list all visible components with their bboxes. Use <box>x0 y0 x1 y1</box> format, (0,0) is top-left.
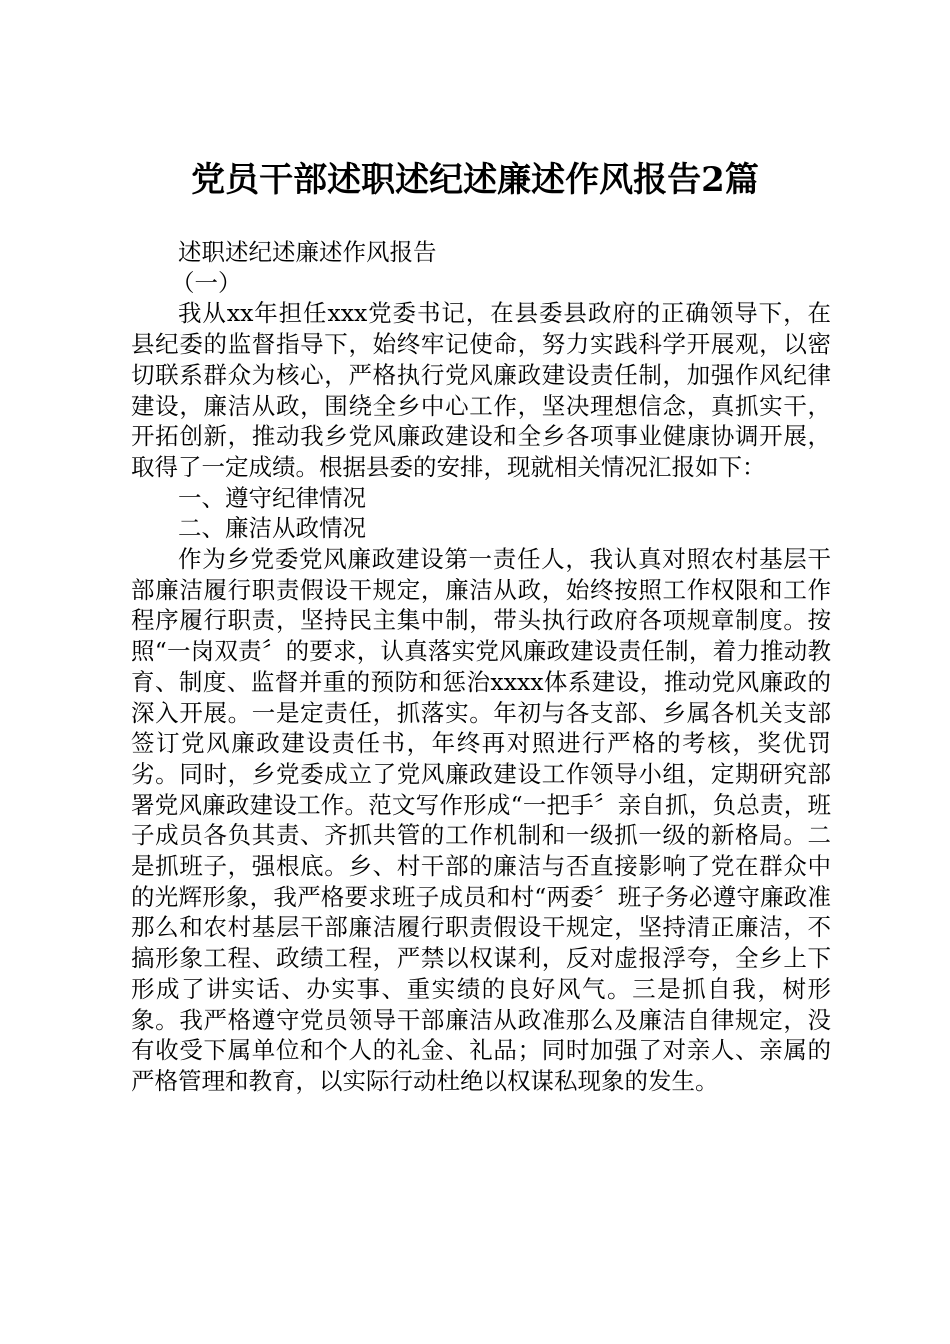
section-heading: 述职述纪述廉述作风报告 <box>178 238 437 266</box>
subheading-discipline: 一、遵守纪律情况 <box>178 483 366 512</box>
paragraph-intro: 我从xx年担任xxx党委书记，在县委县政府的正确领导下，在县纪委的监督指导下，始终牢记使命，努力实践科学开展观，以密切联系群众为核心，严格执行党风廉政建设责任制，加强作风纪律建设，廉洁从政，围绕全乡中心工作，坚决理想信念，真抓实干，开拓创新，推动我乡党风廉政建设和全乡各项事业健康协调开展，取得了一定成绩。根据县委的安排，现就相关情况汇报如下： <box>131 299 831 481</box>
paragraph-integrity: 作为乡党委党风廉政建设第一责任人，我认真对照农村基层干部廉洁履行职责假设干规定，廉洁从政，始终按照工作权限和工作程序履行职责，坚持民主集中制，带头执行政府各项规章制度。按照“一岗双责〞的要求，认真落实党风廉政建设责任制，着力推动教育、制度、监督并重的预防和惩治xxxx体系建设，推动党风廉政的深入开展。一是定责任，抓落实。年初与各支部、乡属各机关支部签订党风廉政建设责任书，年终再对照进行严格的考核，奖优罚劣。同时，乡党委成立了党风廉政建设工作领导小组，定期研究部署党风廉政建设工作。范文写作形成“一把手〞亲自抓，负总责，班子成员各负其责、齐抓共管的工作机制和一级抓一级的新格局。二是抓班子，强根底。乡、村干部的廉洁与否直接影响了党在群众中的光辉形象，我严格要求班子成员和村“两委〞班子务必遵守廉政准那么和农村基层干部廉洁履行职责假设干规定，坚持清正廉洁，不搞形象工程、政绩工程，严禁以权谋利，反对虚报浮夸，全乡上下形成了讲实话、办实事、重实绩的良好风气。三是抓自我，树形象。我严格遵守党员领导干部廉洁从政准那么及廉洁自律规定，没有收受下属单位和个人的礼金、礼品；同时加强了对亲人、亲属的严格管理和教育，以实际行动杜绝以权谋私现象的发生。 <box>131 545 831 1095</box>
document-title: 党员干部述职述纪述廉述作风报告2篇 <box>191 160 759 200</box>
document-body <box>131 237 831 1097</box>
section-number: （一） <box>171 268 242 297</box>
subheading-integrity: 二、廉洁从政情况 <box>178 514 366 543</box>
